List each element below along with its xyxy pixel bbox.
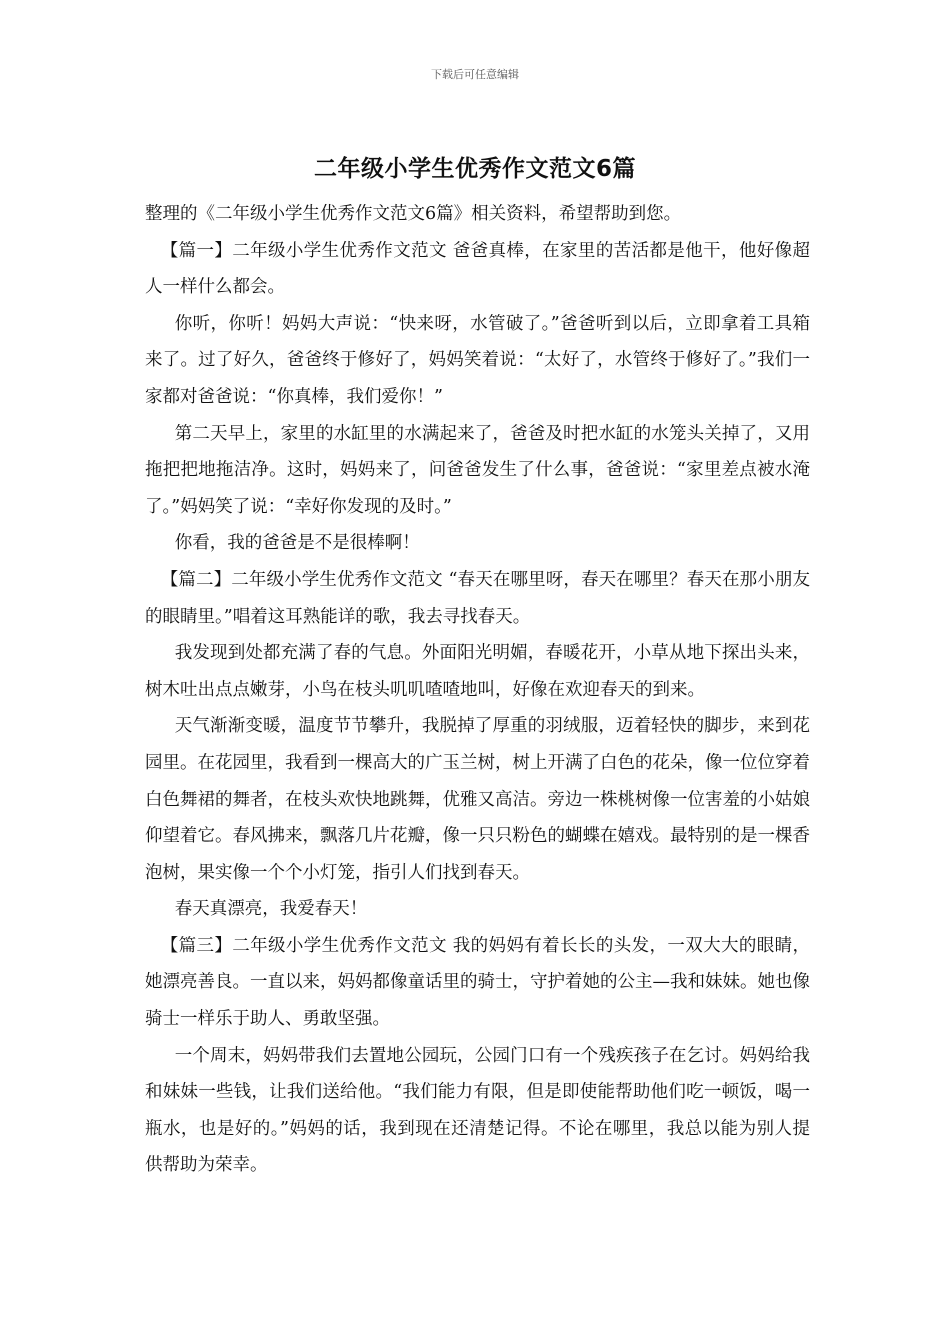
header-note: 下载后可任意编辑 [431,68,519,81]
body-paragraph: 春天真漂亮，我爱春天！ [174,899,368,920]
intro-paragraph: 整理的《二年级小学生优秀作文范文6篇》相关资料，希望帮助到您。 [145,204,682,224]
section-3-heading-paragraph: 【篇三】二年级小学生优秀作文范文 我的妈妈有着长长的头发，一双大大的眼睛，她漂亮善良。一直以来，妈妈都像童话里的骑士，守护着她的公主—我和妹妹。她也像骑士一样乐于助人、勇敢坚强。 [145,935,810,1030]
section-2-heading-paragraph: 【篇二】二年级小学生优秀作文范文 “春天在哪里呀，春天在哪里？春天在那小朋友的眼睛里。”唱着这耳熟能详的歌，我去寻找春天。 [145,569,810,627]
body-paragraph: 一个周末，妈妈带我们去置地公园玩，公园门口有一个残疾孩子在乞讨。妈妈给我和妹妹一些钱，让我们送给他。“我们能力有限，但是即使能帮助他们吃一顿饭，喝一瓶水，也是好的。”妈妈的话，我到现在还清楚记得。不论在哪里，我总以能为别人提供帮助为荣幸。 [145,1045,810,1176]
section-1-heading-paragraph: 【篇一】二年级小学生优秀作文范文 爸爸真棒，在家里的苦活都是他干，他好像超人一样什么都会。 [145,240,810,298]
document-title: 二年级小学生优秀作文范文6篇 [313,156,636,182]
body-paragraph: 第二天早上，家里的水缸里的水满起来了，爸爸及时把水缸的水笼头关掉了，又用拖把把地拖洁净。这时，妈妈来了，问爸爸发生了什么事，爸爸说：“家里差点被水淹了。”妈妈笑了说：“幸好你发现的及时。” [145,423,810,517]
body-paragraph: 你看，我的爸爸是不是很棒啊！ [174,533,420,554]
document-body [145,196,810,1184]
body-paragraph: 我发现到处都充满了春的气息。外面阳光明媚，春暖花开，小草从地下探出头来，树木吐出点点嫩芽，小鸟在枝头叽叽喳喳地叫，好像在欢迎春天的到来。 [145,643,810,700]
body-paragraph: 天气渐渐变暖，温度节节攀升，我脱掉了厚重的羽绒服，迈着轻快的脚步，来到花园里。在花园里，我看到一棵高大的广玉兰树，树上开满了白色的花朵，像一位位穿着白色舞裙的舞者，在枝头欢快地跳舞，优雅又高洁。旁边一株桃树像一位害羞的小姑娘仰望着它。春风拂来，飘落几片花瓣，像一只只粉色的蝴蝶在嬉戏。最特别的是一棵香泡树，果实像一个个小灯笼，指引人们找到春天。 [145,716,810,883]
body-paragraph: 你听，你听！妈妈大声说：“快来呀，水管破了。”爸爸听到以后，立即拿着工具箱来了。过了好久，爸爸终于修好了，妈妈笑着说：“太好了，水管终于修好了。”我们一家都对爸爸说：“你真棒，我们爱你！” [145,313,810,407]
